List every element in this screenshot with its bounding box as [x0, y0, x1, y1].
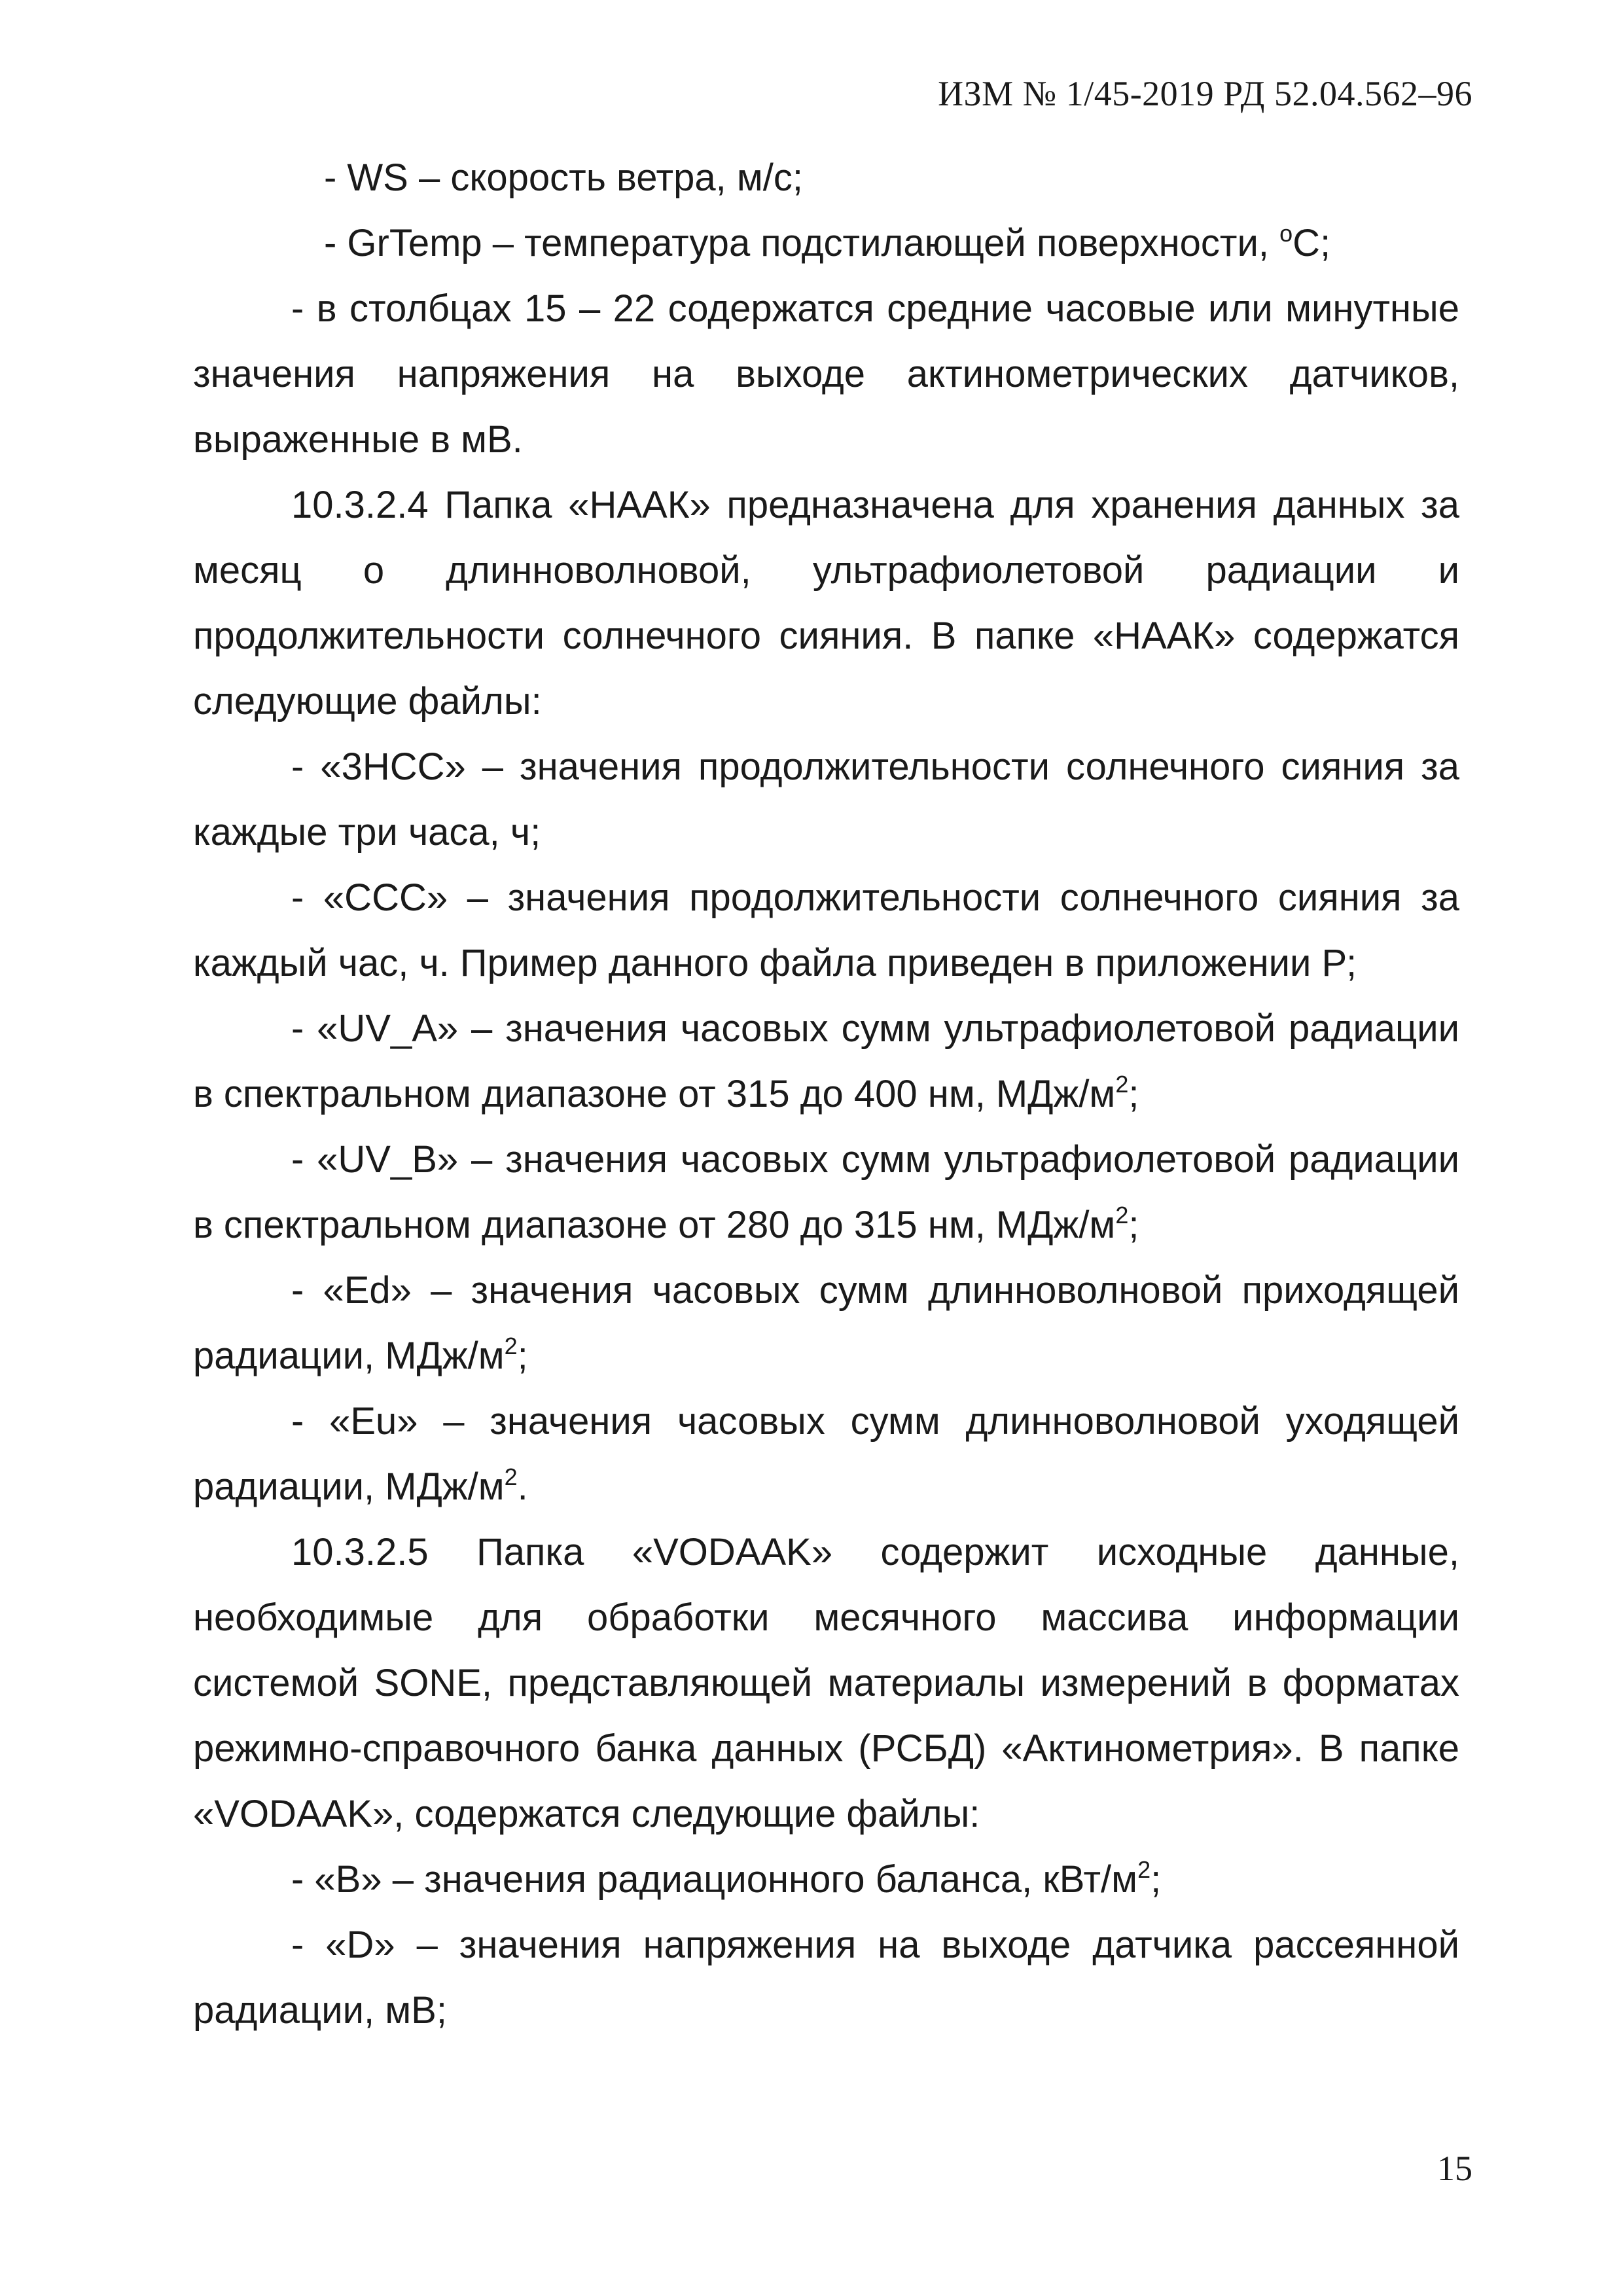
list-item-eu: - «Eu» – значения часовых сумм длинноволновой уходящей радиации, МДж/$м^2$.	[193, 1400, 1459, 1508]
list-item-d: - «D» – значения напряжения на выходе датчика рассеянной радиации, мВ;	[193, 1924, 1459, 2032]
list-item-b: - «B» – значения радиационного баланса, кВт/$м^2$;	[291, 1856, 1162, 1901]
page-number: 15	[1437, 2149, 1472, 2188]
section-10-3-2-4: 10.3.2.4 Папка «НААК» предназначена для хранения данных за месяц о длинноволновой, ультрафиолетовой радиации и продолжительности солнечного сияния. В папке «НААК» содержатся следующие файлы:	[193, 484, 1459, 723]
list-item-ws: - WS – скорость ветра, м/с;	[324, 156, 803, 199]
document-header: ИЗМ № 1/45-2019 РД 52.04.562–96	[938, 74, 1472, 113]
list-item-uv-a: - «UV_A» – значения часовых сумм ультрафиолетовой радиации в спектральном диапазоне от 315 до 400 нм, МДж/$м^2$;	[193, 1007, 1459, 1115]
section-10-3-2-5: 10.3.2.5 Папка «VODAAK» содержит исходные данные, необходимые для обработки месячного массива информации системой SONE, представляющей материалы измерений в форматах режимно-справочного банка данных (РСБД) «Актинометрия». В папке «VODAAK», содержатся следующие файлы:	[193, 1531, 1459, 1835]
list-item-columns-15-22: - в столбцах 15 – 22 содержатся средние часовые или минутные значения напряжения на выходе актинометрических датчиков, выраженные в мВ.	[193, 287, 1459, 461]
list-item-ed: - «Ed» – значения часовых сумм длинноволновой приходящей радиации, МДж/$м^2$;	[193, 1269, 1459, 1377]
list-item-ccc: - «ССС» – значения продолжительности солнечного сияния за каждый час, ч. Пример данного файла приведен в приложении Р;	[193, 876, 1459, 984]
page-body	[193, 145, 1459, 2043]
list-item-uv-b: - «UV_B» – значения часовых сумм ультрафиолетовой радиации в спектральном диапазоне от 280 до 315 нм, МДж/$м^2$;	[193, 1138, 1459, 1246]
list-item-grtemp: - GrTemp – температура подстилающей поверхности, $^о$С;	[324, 220, 1331, 264]
list-item-3hcc: - «3НСС» – значения продолжительности солнечного сияния за каждые три часа, ч;	[193, 745, 1459, 853]
